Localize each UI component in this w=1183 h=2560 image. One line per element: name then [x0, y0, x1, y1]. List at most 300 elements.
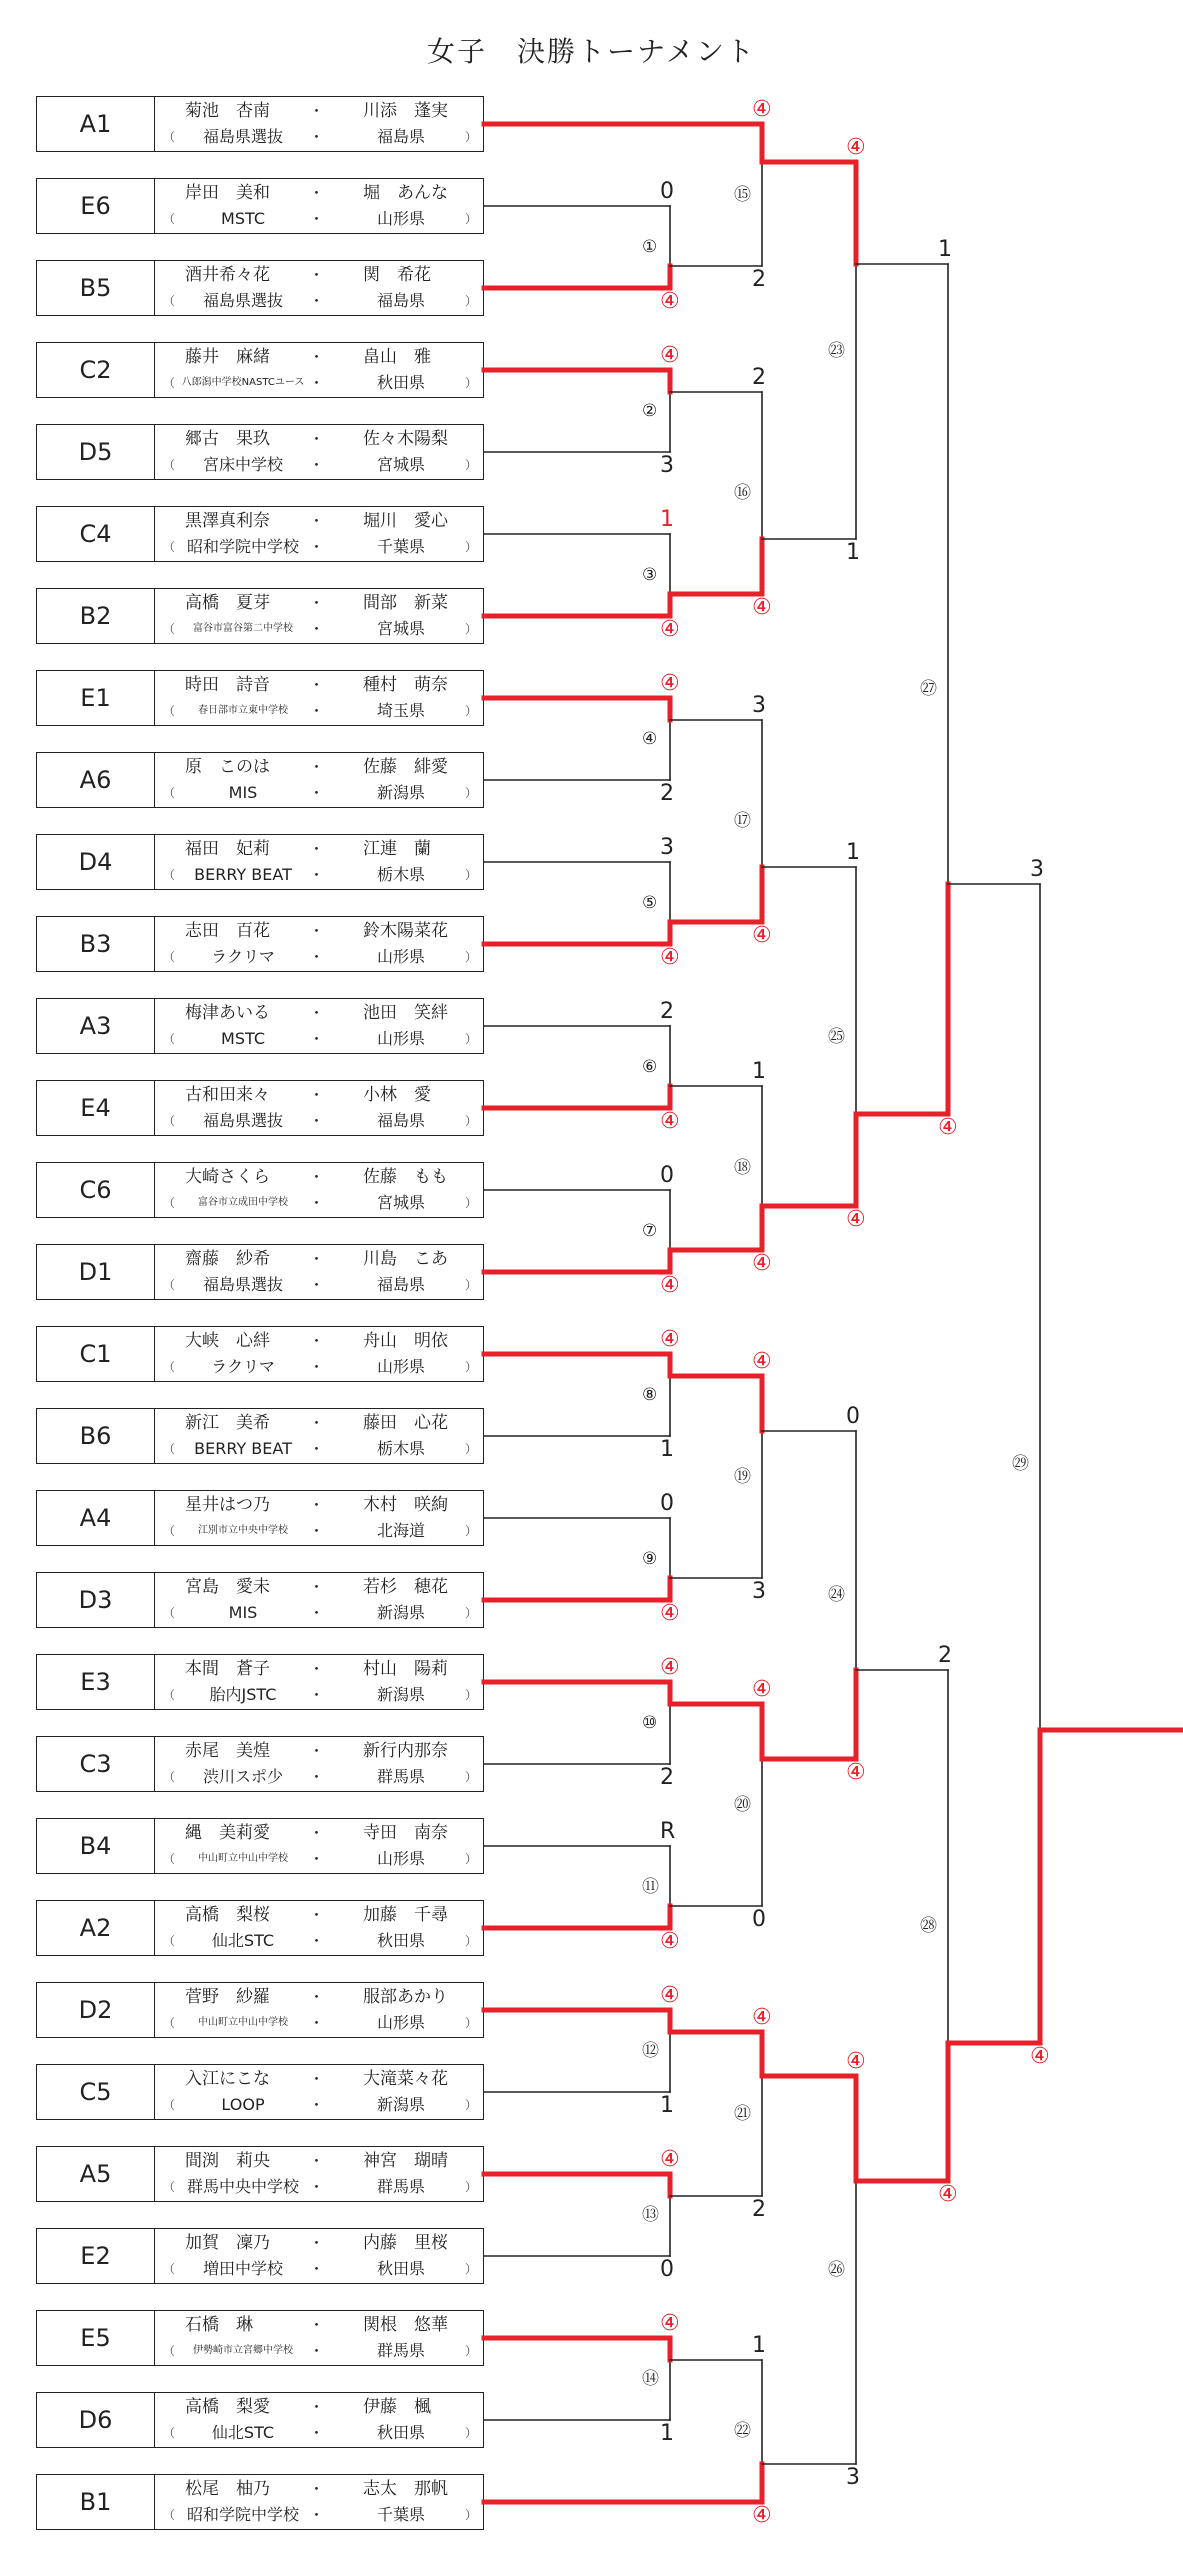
paren-open: （: [163, 1360, 176, 1374]
player-1-name: 赤尾 美煌: [185, 1741, 270, 1761]
match-number: ⑪: [642, 1877, 659, 1897]
match-number: ⑨: [642, 1549, 658, 1569]
player-1-affiliation: 渋川スポ少: [202, 1767, 283, 1786]
paren-close: ）: [465, 2180, 478, 2194]
paren-open: （: [163, 2016, 176, 2030]
match-number: ⑬: [642, 2205, 659, 2225]
seed-label: B2: [37, 589, 155, 643]
player-2-name: 志太 那帆: [363, 2479, 448, 2499]
separator: ・: [309, 456, 325, 474]
paren-open: （: [163, 1606, 176, 1620]
match-number: ㉓: [828, 340, 845, 361]
match-score: 1: [660, 507, 674, 532]
match-score: 2: [660, 781, 674, 806]
match-number: ⑭: [642, 2369, 659, 2389]
player-2-name: 関根 悠華: [363, 2315, 448, 2335]
player-2-name: 神宮 瑚晴: [363, 2151, 448, 2171]
seed-label: A3: [37, 999, 155, 1053]
player-2-prefecture: 山形県: [376, 209, 425, 228]
separator: ・: [309, 676, 325, 694]
player-1-affiliation: 福島県選抜: [202, 291, 283, 310]
match-score: 1: [660, 2093, 674, 2118]
player-2-prefecture: 千葉県: [376, 2505, 425, 2524]
player-2-name: 木村 咲絢: [363, 1495, 448, 1515]
player-1-name: 岸田 美和: [185, 183, 270, 203]
player-2-name: 寺田 南奈: [363, 1823, 448, 1843]
match-score: 1: [752, 1059, 766, 1084]
separator: ・: [309, 292, 325, 310]
player-2-prefecture: 群馬県: [376, 2177, 425, 2196]
player-1-affiliation: 中山町立中山中学校: [198, 2017, 288, 2028]
match-number: ㉑: [734, 2104, 751, 2124]
player-2-prefecture: 群馬県: [376, 1767, 425, 1786]
separator: ・: [309, 1824, 325, 1842]
player-1-affiliation: 伊勢崎市立宮郷中学校: [193, 2345, 293, 2356]
paren-open: （: [163, 1278, 176, 1292]
paren-close: ）: [465, 2262, 478, 2276]
match-number: ③: [642, 565, 658, 585]
match-score: ④: [1030, 2044, 1050, 2069]
player-2-prefecture: 宮城県: [376, 1193, 425, 1212]
player-1-name: 高橋 夏芽: [185, 593, 270, 613]
seed-label: E3: [37, 1655, 155, 1709]
separator: ・: [309, 1004, 325, 1022]
player-1-name: 梅津あいる: [185, 1003, 270, 1023]
player-1-name: 星井はつ乃: [185, 1495, 270, 1515]
match-number: ⑱: [734, 1158, 751, 1178]
player-2-name: 伊藤 楓: [363, 2397, 431, 2417]
seed-label: C1: [37, 1327, 155, 1381]
separator: ・: [309, 2178, 325, 2196]
player-1-affiliation: 仙北STC: [211, 1931, 275, 1950]
player-2-prefecture: 栃木県: [376, 1439, 425, 1458]
player-1-affiliation: 増田中学校: [202, 2259, 283, 2278]
player-2-prefecture: 秋田県: [376, 2259, 425, 2278]
seed-label: D2: [37, 1983, 155, 2037]
player-2-prefecture: 秋田県: [376, 1931, 425, 1950]
player-2-prefecture: 山形県: [376, 947, 425, 966]
player-2-prefecture: 秋田県: [376, 2423, 425, 2442]
separator: ・: [309, 102, 325, 120]
player-2-prefecture: 宮城県: [376, 619, 425, 638]
paren-close: ）: [465, 130, 478, 144]
player-1-name: 福田 妃莉: [185, 839, 270, 859]
match-score: 3: [660, 835, 674, 860]
seed-label: B5: [37, 261, 155, 315]
seed-label: D1: [37, 1245, 155, 1299]
player-1-affiliation: 富谷市立成田中学校: [198, 1197, 288, 1208]
match-number: ㉙: [1012, 1453, 1029, 1474]
player-2-prefecture: 福島県: [376, 127, 425, 146]
separator: ・: [309, 922, 325, 940]
player-1-affiliation: 宮床中学校: [202, 455, 283, 474]
player-2-prefecture: 千葉県: [376, 537, 425, 556]
separator: ・: [309, 840, 325, 858]
match-score: ④: [752, 2503, 772, 2528]
paren-open: （: [163, 1852, 176, 1866]
separator: ・: [309, 1440, 325, 1458]
match-score: ④: [752, 923, 772, 948]
match-score: 2: [660, 999, 674, 1024]
paren-close: ）: [465, 1524, 478, 1538]
match-number: ⑥: [642, 1057, 658, 1077]
separator: ・: [309, 866, 325, 884]
player-2-name: 藤田 心花: [363, 1413, 448, 1433]
match-score: ④: [752, 1677, 772, 1702]
seed-label: E5: [37, 2311, 155, 2365]
player-1-affiliation: 昭和学院中学校: [186, 2505, 299, 2524]
paren-close: ）: [465, 2426, 478, 2440]
separator: ・: [309, 348, 325, 366]
match-score: 1: [846, 540, 860, 565]
paren-open: （: [163, 1688, 176, 1702]
seed-label: C2: [37, 343, 155, 397]
separator: ・: [309, 1496, 325, 1514]
player-2-name: 小林 愛: [363, 1085, 431, 1105]
seed-label: B6: [37, 1409, 155, 1463]
separator: ・: [309, 2480, 325, 2498]
player-1-name: 古和田来々: [185, 1085, 270, 1105]
separator: ・: [309, 512, 325, 530]
match-number: ㉔: [828, 1585, 845, 1605]
match-score: ④: [660, 671, 680, 696]
player-1-name: 松尾 柚乃: [185, 2479, 270, 2499]
player-2-name: 種村 萌奈: [363, 675, 448, 695]
paren-open: （: [163, 868, 176, 882]
match-number: ㉒: [734, 2421, 751, 2441]
paren-close: ）: [465, 704, 478, 718]
seed-label: D5: [37, 425, 155, 479]
separator: ・: [309, 1768, 325, 1786]
match-score: ④: [846, 135, 866, 160]
player-2-name: 佐藤 緋愛: [363, 757, 448, 777]
player-1-affiliation: 八郎潟中学校NASTCユース: [181, 377, 305, 388]
match-score: ④: [752, 1349, 772, 1374]
player-2-prefecture: 山形県: [376, 1849, 425, 1868]
separator: ・: [309, 1276, 325, 1294]
player-1-affiliation: ラクリマ: [211, 947, 275, 966]
player-2-name: 川添 蓬実: [363, 101, 448, 121]
paren-close: ）: [465, 950, 478, 964]
paren-open: （: [163, 294, 176, 308]
separator: ・: [309, 1414, 325, 1432]
player-2-prefecture: 栃木県: [376, 865, 425, 884]
match-number: ⑧: [642, 1385, 658, 1405]
player-1-name: 大峡 心絆: [185, 1331, 270, 1351]
separator: ・: [309, 128, 325, 146]
match-score: ④: [752, 1251, 772, 1276]
match-number: ⑫: [642, 2041, 659, 2061]
paren-close: ）: [465, 1606, 478, 1620]
seed-label: A4: [37, 1491, 155, 1545]
separator: ・: [309, 702, 325, 720]
player-2-prefecture: 新潟県: [376, 1603, 425, 1622]
player-2-prefecture: 秋田県: [376, 373, 425, 392]
player-2-prefecture: 福島県: [376, 1111, 425, 1130]
player-2-prefecture: 新潟県: [376, 2095, 425, 2114]
match-number: ⑯: [734, 483, 751, 503]
player-1-affiliation: 福島県選抜: [202, 1111, 283, 1130]
separator: ・: [309, 784, 325, 802]
seed-label: E2: [37, 2229, 155, 2283]
player-2-name: 川島 こあ: [363, 1249, 448, 1269]
paren-close: ）: [465, 540, 478, 554]
paren-close: ）: [465, 2098, 478, 2112]
paren-open: （: [163, 2508, 176, 2522]
paren-open: （: [163, 1114, 176, 1128]
separator: ・: [309, 2398, 325, 2416]
paren-open: （: [163, 212, 176, 226]
player-1-affiliation: MIS: [228, 1603, 258, 1622]
separator: ・: [309, 2070, 325, 2088]
player-2-prefecture: 山形県: [376, 2013, 425, 2032]
match-score: 3: [846, 2465, 860, 2490]
paren-open: （: [163, 1442, 176, 1456]
player-1-name: 高橋 梨愛: [185, 2397, 270, 2417]
paren-close: ）: [465, 1114, 478, 1128]
seed-label: E4: [37, 1081, 155, 1135]
match-number: ㉘: [920, 1915, 937, 1936]
player-1-affiliation: MIS: [228, 783, 258, 802]
player-1-name: 石橋 琳: [185, 2315, 253, 2335]
player-1-name: 郷古 果玖: [185, 429, 270, 449]
match-score: ④: [660, 1655, 680, 1680]
player-1-affiliation: 昭和学院中学校: [186, 537, 299, 556]
match-score: ④: [938, 1115, 958, 1140]
player-2-name: 間部 新菜: [363, 593, 448, 613]
separator: ・: [309, 2234, 325, 2252]
seed-label: C3: [37, 1737, 155, 1791]
separator: ・: [309, 2260, 325, 2278]
match-score: ④: [660, 2311, 680, 2336]
separator: ・: [309, 2316, 325, 2334]
match-number: ⑮: [734, 185, 751, 205]
match-score: R: [660, 1819, 676, 1844]
player-1-name: 入江にこな: [185, 2069, 270, 2089]
paren-close: ）: [465, 376, 478, 390]
match-number: ㉕: [828, 1026, 845, 1047]
match-number: ⑳: [734, 1795, 751, 1815]
match-score: 1: [752, 2333, 766, 2358]
player-2-name: 服部あかり: [363, 1987, 448, 2007]
match-number: ②: [642, 401, 658, 421]
player-1-affiliation: 中山町立中山中学校: [198, 1853, 288, 1864]
player-2-prefecture: 北海道: [376, 1521, 425, 1540]
player-1-name: 宮島 愛未: [185, 1577, 270, 1597]
paren-open: （: [163, 1196, 176, 1210]
player-2-name: 堀川 愛心: [363, 511, 448, 531]
match-number: ㉖: [828, 2260, 845, 2280]
match-score: 3: [752, 693, 766, 718]
player-2-prefecture: 新潟県: [376, 783, 425, 802]
match-score: ④: [660, 1327, 680, 1352]
seed-label: B3: [37, 917, 155, 971]
separator: ・: [309, 2342, 325, 2360]
match-score: ④: [660, 1273, 680, 1298]
player-2-name: 関 希花: [363, 265, 431, 285]
player-2-prefecture: 埼玉県: [376, 701, 425, 720]
paren-open: （: [163, 1770, 176, 1784]
paren-open: （: [163, 2344, 176, 2358]
separator: ・: [309, 1742, 325, 1760]
separator: ・: [309, 374, 325, 392]
player-1-affiliation: ラクリマ: [211, 1357, 275, 1376]
paren-open: （: [163, 458, 176, 472]
separator: ・: [309, 266, 325, 284]
separator: ・: [309, 1168, 325, 1186]
paren-close: ）: [465, 458, 478, 472]
match-score: 3: [752, 1579, 766, 1604]
paren-open: （: [163, 1032, 176, 1046]
separator: ・: [309, 1112, 325, 1130]
separator: ・: [309, 2152, 325, 2170]
player-2-name: 池田 笑絆: [363, 1003, 448, 1023]
player-1-name: 時田 詩音: [185, 675, 270, 695]
match-number: ⑲: [734, 1467, 751, 1487]
seed-label: C6: [37, 1163, 155, 1217]
player-2-name: 大滝菜々花: [363, 2069, 448, 2089]
seed-label: C5: [37, 2065, 155, 2119]
match-score: ④: [938, 2182, 958, 2207]
separator: ・: [309, 1578, 325, 1596]
match-score: ④: [660, 1109, 680, 1134]
separator: ・: [309, 1250, 325, 1268]
player-1-affiliation: 胎内JSTC: [209, 1685, 277, 1704]
separator: ・: [309, 1522, 325, 1540]
player-2-name: 舟山 明依: [363, 1331, 448, 1351]
player-1-name: 志田 百花: [185, 921, 270, 941]
separator: ・: [309, 1358, 325, 1376]
player-1-affiliation: MSTC: [221, 1029, 265, 1048]
paren-open: （: [163, 1524, 176, 1538]
separator: ・: [309, 1850, 325, 1868]
seed-label: A2: [37, 1901, 155, 1955]
separator: ・: [309, 1988, 325, 2006]
paren-open: （: [163, 1934, 176, 1948]
player-1-affiliation: LOOP: [221, 2095, 265, 2114]
paren-close: ）: [465, 1442, 478, 1456]
player-2-prefecture: 山形県: [376, 1029, 425, 1048]
paren-close: ）: [465, 294, 478, 308]
match-score: 2: [752, 2197, 766, 2222]
separator: ・: [309, 758, 325, 776]
page-title: 女子 決勝トーナメント: [427, 35, 756, 68]
seed-label: A1: [37, 97, 155, 151]
match-score: ④: [846, 2049, 866, 2074]
player-2-name: 堀 あんな: [363, 183, 448, 203]
separator: ・: [309, 430, 325, 448]
match-score: ④: [660, 1983, 680, 2008]
paren-close: ）: [465, 2344, 478, 2358]
player-2-name: 佐藤 もも: [363, 1167, 448, 1187]
match-score: 1: [660, 1437, 674, 1462]
player-1-name: 原 このは: [185, 757, 270, 777]
paren-close: ）: [465, 622, 478, 636]
separator: ・: [309, 210, 325, 228]
match-number: ①: [642, 237, 658, 257]
player-2-prefecture: 福島県: [376, 1275, 425, 1294]
separator: ・: [309, 1194, 325, 1212]
player-2-prefecture: 福島県: [376, 291, 425, 310]
player-2-name: 新行内那奈: [363, 1741, 448, 1761]
match-score: ④: [660, 617, 680, 642]
paren-close: ）: [465, 1278, 478, 1292]
separator: ・: [309, 2506, 325, 2524]
player-2-name: 鈴木陽菜花: [363, 921, 448, 941]
match-score: 0: [660, 179, 674, 204]
seed-label: E6: [37, 179, 155, 233]
paren-open: （: [163, 786, 176, 800]
paren-open: （: [163, 130, 176, 144]
player-2-name: 内藤 里桜: [363, 2233, 448, 2253]
match-score: ④: [846, 1760, 866, 1785]
player-1-name: 黒澤真利奈: [185, 511, 270, 531]
player-1-name: 間渕 莉央: [185, 2151, 270, 2171]
player-2-name: 江連 蘭: [363, 839, 431, 859]
paren-close: ）: [465, 1934, 478, 1948]
player-2-prefecture: 宮城県: [376, 455, 425, 474]
match-score: 2: [660, 1765, 674, 1790]
paren-open: （: [163, 950, 176, 964]
separator: ・: [309, 2014, 325, 2032]
paren-close: ）: [465, 1688, 478, 1702]
match-score: 2: [938, 1643, 952, 1668]
player-2-prefecture: 山形県: [376, 1357, 425, 1376]
player-2-name: 畠山 雅: [363, 347, 431, 367]
paren-close: ）: [465, 2508, 478, 2522]
match-score: 1: [938, 237, 952, 262]
player-2-prefecture: 群馬県: [376, 2341, 425, 2360]
seed-label: A5: [37, 2147, 155, 2201]
separator: ・: [309, 1604, 325, 1622]
match-score: 0: [660, 2257, 674, 2282]
match-score: 0: [660, 1491, 674, 1516]
paren-open: （: [163, 2262, 176, 2276]
player-1-name: 加賀 凜乃: [185, 2233, 270, 2253]
player-1-affiliation: BERRY BEAT: [194, 865, 292, 884]
player-1-affiliation: 仙北STC: [211, 2423, 275, 2442]
match-score: ④: [660, 343, 680, 368]
player-1-affiliation: 富谷市富谷第二中学校: [193, 623, 293, 634]
match-number: ㉗: [920, 679, 937, 699]
match-score: 2: [752, 267, 766, 292]
paren-close: ）: [465, 1852, 478, 1866]
separator: ・: [309, 1932, 325, 1950]
player-1-affiliation: BERRY BEAT: [194, 1439, 292, 1458]
separator: ・: [309, 184, 325, 202]
seed-label: D3: [37, 1573, 155, 1627]
paren-close: ）: [465, 1770, 478, 1784]
player-1-affiliation: 江別市立中央中学校: [198, 1525, 288, 1536]
player-1-affiliation: 福島県選抜: [202, 1275, 283, 1294]
match-number: ⑤: [642, 893, 658, 913]
paren-close: ）: [465, 2016, 478, 2030]
match-score: 0: [846, 1404, 860, 1429]
match-score: ④: [660, 945, 680, 970]
separator: ・: [309, 1086, 325, 1104]
separator: ・: [309, 948, 325, 966]
player-1-name: 菅野 紗羅: [185, 1987, 270, 2007]
paren-close: ）: [465, 212, 478, 226]
seed-label: B4: [37, 1819, 155, 1873]
player-1-name: 高橋 梨桜: [185, 1905, 270, 1925]
seed-label: E1: [37, 671, 155, 725]
paren-open: （: [163, 2098, 176, 2112]
match-number: ⑩: [642, 1713, 658, 1733]
player-1-affiliation: 春日部市立東中学校: [198, 705, 288, 716]
match-score: ④: [846, 1207, 866, 1232]
paren-open: （: [163, 704, 176, 718]
